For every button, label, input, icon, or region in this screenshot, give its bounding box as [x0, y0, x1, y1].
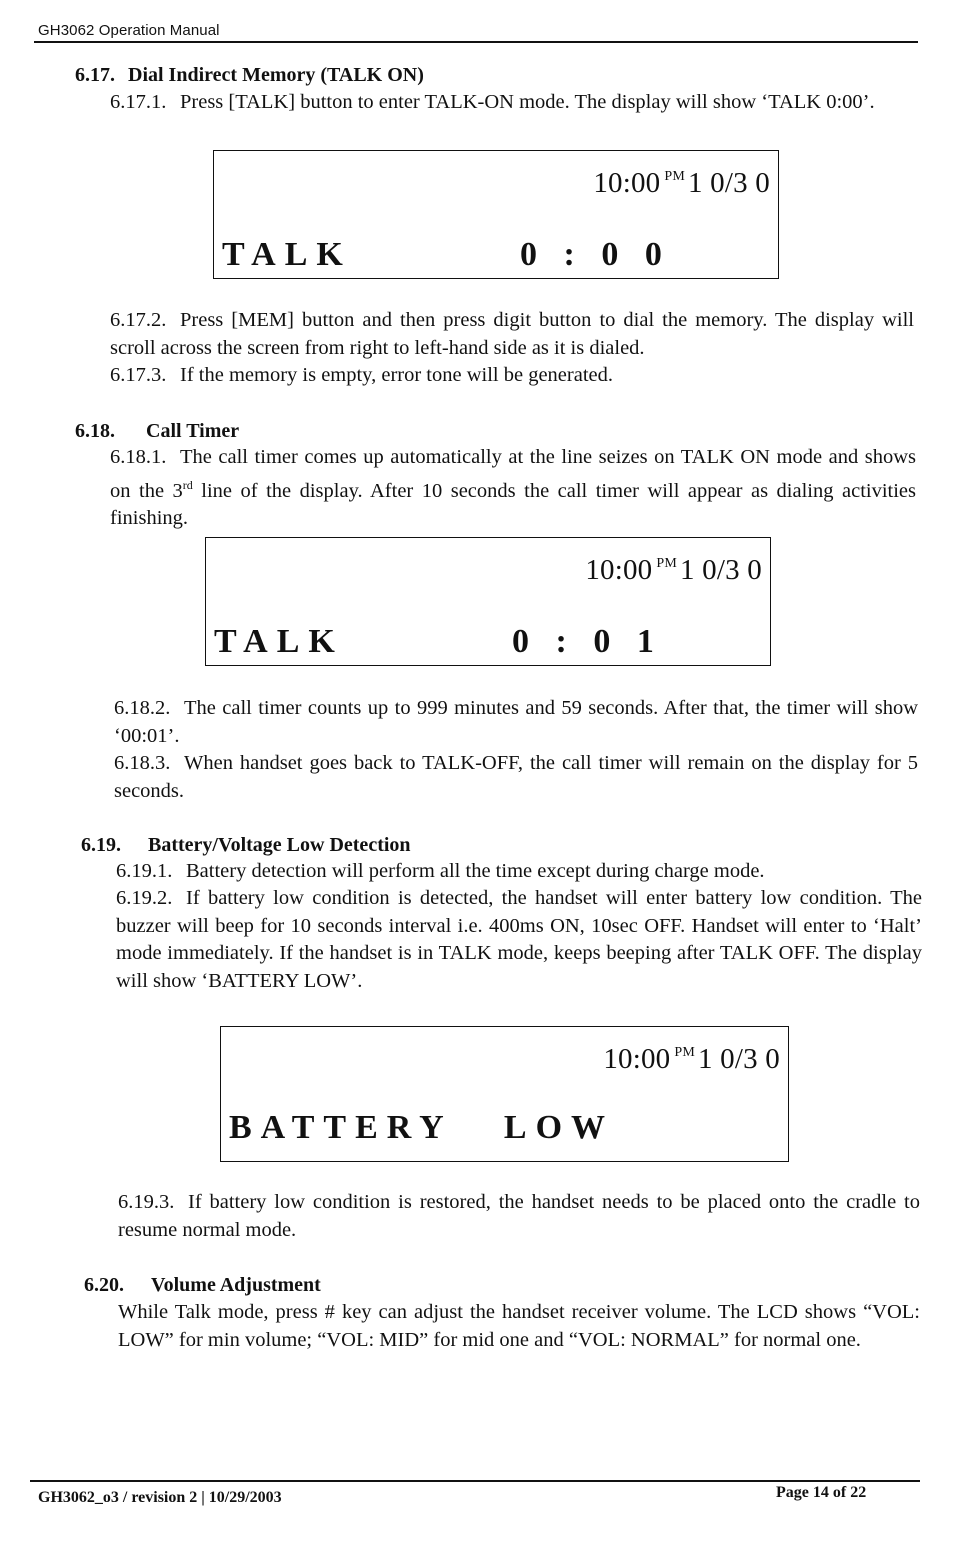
- footer-page-number: Page 14 of 22: [776, 1484, 867, 1501]
- item-number: 6.18.1.: [110, 446, 167, 468]
- item-number: 6.18.3.: [114, 752, 171, 774]
- section-heading-6-18: [75, 420, 239, 443]
- footer-document-info: GH3062_o3 / revision 2 | 10/29/2003: [38, 1489, 282, 1506]
- list-item: [114, 750, 918, 805]
- item-number: 6.17.2.: [110, 309, 167, 331]
- lcd-date: 1 0/3 0: [680, 554, 762, 586]
- item-number: 6.19.3.: [118, 1191, 175, 1213]
- lcd-message: TALK: [214, 623, 344, 660]
- section-heading-6-20: [84, 1274, 321, 1297]
- item-number: 6.17.3.: [110, 364, 167, 386]
- section-title: Dial Indirect Memory (TALK ON): [128, 64, 424, 86]
- lcd-ampm: PM: [674, 1045, 696, 1060]
- section-title: Volume Adjustment: [151, 1274, 321, 1296]
- list-item: [110, 444, 916, 532]
- list-item: [110, 89, 912, 117]
- item-text: Battery detection will perform all the time except during charge mode.: [186, 860, 765, 882]
- lcd-display: [220, 1026, 789, 1162]
- item-text-a: The call timer comes up automatically at the line seizes on TALK ON mode and shows on the 3: [110, 446, 916, 502]
- lcd-status-line: [593, 167, 770, 200]
- item-number: 6.17.1.: [110, 91, 167, 113]
- list-item: [116, 858, 922, 886]
- lcd-date: 1 0/3 0: [688, 167, 770, 199]
- lcd-time: 10:00: [593, 167, 661, 199]
- item-number: 6.19.2.: [116, 887, 173, 909]
- superscript: rd: [182, 477, 193, 492]
- lcd-ampm: PM: [656, 556, 678, 571]
- lcd-message: BATTERY LOW: [229, 1109, 615, 1146]
- lcd-timer: 0 : 0 0: [520, 236, 671, 273]
- lcd-message: TALK: [222, 236, 352, 273]
- list-item: [114, 695, 918, 750]
- section-heading-6-19: [81, 834, 411, 857]
- section-number: 6.17.: [75, 64, 115, 86]
- section-number: 6.20.: [84, 1274, 124, 1296]
- section-number: 6.19.: [81, 834, 121, 856]
- list-item: [116, 885, 922, 995]
- footer-rule: [30, 1480, 920, 1482]
- lcd-status-line: [585, 554, 762, 587]
- item-text: The call timer counts up to 999 minutes and 59 seconds. After that, the timer will show ‘00:01’.: [114, 697, 918, 747]
- section-heading-6-17: [75, 64, 424, 87]
- section-number: 6.18.: [75, 420, 115, 442]
- lcd-time: 10:00: [585, 554, 653, 586]
- lcd-time: 10:00: [603, 1043, 671, 1075]
- running-header: GH3062 Operation Manual: [38, 22, 220, 39]
- list-item: [110, 362, 914, 390]
- item-text: Press [TALK] button to enter TALK-ON mode. The display will show ‘TALK 0:00’.: [180, 91, 875, 113]
- paragraph: While Talk mode, press # key can adjust the handset receiver volume. The LCD shows “VOL: LOW” for min volume; “VOL: MID” for mid one and “VOL: NORMAL” for normal one.: [118, 1301, 920, 1351]
- list-item: [110, 307, 914, 362]
- lcd-status-line: [603, 1043, 780, 1076]
- item-number: 6.19.1.: [116, 860, 173, 882]
- item-number: 6.18.2.: [114, 697, 171, 719]
- lcd-display: [213, 150, 779, 279]
- item-text: If battery low condition is restored, the handset needs to be placed onto the cradle to resume normal mode.: [118, 1191, 920, 1241]
- lcd-date: 1 0/3 0: [698, 1043, 780, 1075]
- lcd-display: [205, 537, 771, 666]
- item-text: When handset goes back to TALK-OFF, the call timer will remain on the display for 5 seconds.: [114, 752, 918, 802]
- item-text-b: line of the display. After 10 seconds the call timer will appear as dialing activities finishing.: [110, 479, 916, 529]
- item-text: Press [MEM] button and then press digit button to dial the memory. The display will scroll across the screen from right to left-hand side as it is dialed.: [110, 309, 914, 359]
- section-title: Call Timer: [146, 420, 240, 442]
- list-item: [118, 1189, 920, 1244]
- header-rule: [34, 41, 918, 43]
- lcd-ampm: PM: [664, 169, 686, 184]
- item-text: If battery low condition is detected, the handset will enter battery low condition. The buzzer will beep for 10 seconds interval i.e. 400ms ON, 10sec OFF. Handset will enter to ‘Halt’ mode immediately. If the handset is in TALK mode, keeps beeping after TALK OFF. The display will show ‘BATTERY LOW’.: [116, 887, 922, 992]
- section-title: Battery/Voltage Low Detection: [148, 834, 411, 856]
- lcd-timer: 0 : 0 1: [512, 623, 663, 660]
- item-text: If the memory is empty, error tone will be generated.: [180, 364, 614, 386]
